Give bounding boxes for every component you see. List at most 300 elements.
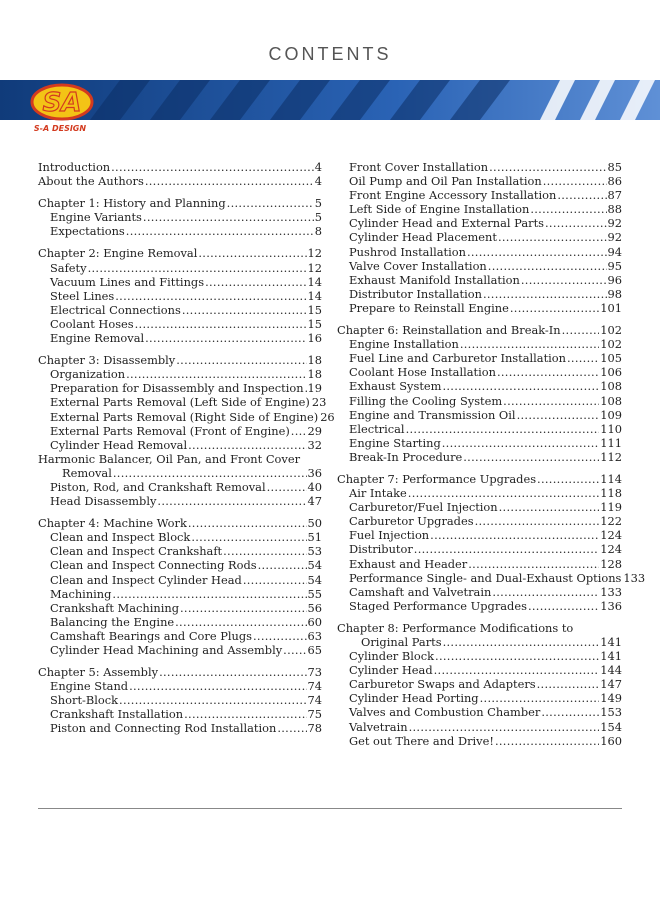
toc-entry [38, 643, 322, 657]
toc-entry-label: Vacuum Lines and Fittings [50, 274, 205, 289]
toc-page-number: 74 [307, 693, 322, 708]
toc-page-number: 55 [307, 586, 322, 601]
dot-leader [126, 224, 314, 236]
toc-entry [337, 202, 622, 216]
toc-page-number: 133 [600, 584, 622, 599]
dot-leader [267, 480, 307, 492]
toc-entry-label: Chapter 5: Assembly [38, 665, 159, 680]
toc-right-column [337, 160, 646, 748]
toc-entry [38, 210, 322, 224]
toc-entry [337, 230, 622, 244]
toc-entry [38, 367, 322, 381]
dot-leader [492, 585, 599, 597]
toc-entry [337, 649, 622, 663]
dot-leader [408, 486, 599, 498]
dot-leader [483, 287, 607, 299]
toc-entry-label: Crankshaft Installation [50, 707, 184, 722]
toc-entry [337, 301, 622, 315]
toc-entry [38, 452, 322, 466]
toc-page-number: 50 [307, 516, 322, 531]
toc-entry [38, 381, 322, 395]
toc-page-number: 65 [307, 643, 322, 657]
toc-entry-label: Break-In Procedure [349, 449, 463, 464]
toc-entry [337, 337, 622, 351]
dot-leader [291, 424, 307, 436]
dot-leader [182, 303, 307, 315]
toc-entry-label: Left Side of Engine Installation [349, 202, 530, 217]
toc-entry [337, 351, 622, 365]
toc-entry [38, 303, 322, 317]
toc-entry [38, 275, 322, 289]
toc-entry-label: Engine Variants [50, 210, 142, 225]
toc-chapter-entry [337, 323, 622, 337]
toc-entry-label: Steel Lines [50, 288, 115, 303]
toc-page-number: 15 [307, 316, 322, 331]
toc-page-number: 47 [307, 494, 322, 509]
toc-entry-label: Cylinder Head Porting [349, 691, 479, 706]
toc-entry-label: Chapter 2: Engine Removal [38, 246, 198, 261]
toc-page-number: 144 [600, 663, 622, 678]
toc-entry [38, 707, 322, 721]
toc-chapter-entry [38, 160, 322, 174]
toc-entry-label: Clean and Inspect Crankshaft [50, 544, 223, 559]
dot-leader [188, 516, 307, 528]
toc-entry-label: Front Cover Installation [349, 160, 489, 174]
toc-entry-label: Prepare to Reinstall Engine [349, 300, 509, 315]
dot-leader [489, 160, 606, 172]
toc-entry-label: External Parts Removal (Front of Engine) [50, 423, 290, 438]
toc-entry [337, 422, 622, 436]
toc-entry-label: Fuel Injection [349, 528, 430, 543]
toc-entry [38, 424, 322, 438]
dot-leader [545, 216, 607, 228]
toc-entry-label: Preparation for Disassembly and Inspection [50, 381, 304, 396]
toc-page-number: 124 [600, 542, 622, 557]
toc-page-number: 87 [607, 188, 622, 203]
toc-chapter-entry [38, 516, 322, 530]
dot-leader [434, 663, 600, 675]
toc-page-number: 36 [307, 465, 322, 480]
toc-page-number: 26 [320, 409, 335, 424]
toc-entry [38, 615, 322, 629]
toc-entry [337, 394, 622, 408]
toc-entry-label: Organization [50, 367, 126, 382]
toc-entry [337, 273, 622, 287]
toc-entry-label: Carburetor Swaps and Adapters [349, 677, 536, 692]
dot-leader [112, 587, 306, 599]
toc-entry [337, 365, 622, 379]
toc-entry-label: Machining [50, 586, 112, 601]
dot-leader [111, 160, 314, 172]
toc-entry-label: Safety [50, 260, 87, 275]
toc-entry [38, 331, 322, 345]
dot-leader [143, 210, 314, 222]
toc-page-number: 4 [314, 174, 322, 189]
toc-page-number: 119 [600, 500, 622, 515]
toc-page-number: 18 [307, 353, 322, 368]
toc-page-number: 118 [600, 486, 622, 501]
dot-leader [119, 693, 306, 705]
toc-page-number: 102 [600, 323, 622, 338]
toc-page-number: 85 [607, 160, 622, 174]
toc-chapter-entry [38, 353, 322, 367]
toc-page-number: 19 [307, 381, 322, 396]
dot-leader [414, 542, 599, 554]
toc-entry-label: Cylinder Head Removal [50, 437, 188, 452]
toc-chapter-entry [38, 246, 322, 260]
toc-entry [337, 663, 622, 677]
toc-entry-label: Oil Pump and Oil Pan Installation [349, 174, 542, 189]
toc-entry-label: Electrical Connections [50, 302, 181, 317]
toc-entry-label: Engine and Transmission Oil [349, 407, 516, 422]
toc-page-number: 160 [600, 733, 622, 748]
dot-leader [435, 649, 599, 661]
toc-entry [38, 261, 322, 275]
toc-page-number: 101 [600, 300, 622, 315]
toc-entry [38, 395, 327, 410]
toc-entry [38, 530, 322, 544]
dot-leader [223, 544, 306, 556]
dot-leader [463, 450, 599, 462]
toc-entry-label: Valves and Combustion Chamber [349, 705, 541, 720]
toc-page-number: 14 [307, 288, 322, 303]
toc-entry [337, 245, 622, 259]
dot-leader [517, 408, 600, 420]
toc-entry [337, 585, 622, 599]
svg-text:S-A DESIGN: S-A DESIGN [33, 124, 87, 133]
dot-leader [442, 379, 599, 391]
dot-leader [495, 734, 599, 746]
dot-leader [480, 691, 600, 703]
toc-entry-label: Original Parts [361, 635, 442, 649]
dot-leader [409, 720, 600, 732]
toc-entry-label: Filling the Cooling System [349, 393, 503, 408]
toc-entry-label: Distributor Installation [349, 286, 482, 301]
dot-leader [205, 275, 306, 287]
toc-entry-label: Air Intake [349, 486, 407, 501]
toc-entry [337, 486, 622, 500]
dot-leader [488, 259, 607, 271]
toc-entry [38, 679, 322, 693]
toc-entry-label: Engine Removal [50, 331, 145, 346]
toc-entry-label: Camshaft Bearings and Core Plugs [50, 628, 252, 643]
toc-entry-label: Engine Installation [349, 337, 459, 352]
toc-page-number: 108 [600, 393, 622, 408]
toc-page-number: 53 [307, 544, 322, 559]
toc-page-number: 112 [600, 449, 622, 464]
dot-leader [283, 643, 306, 655]
toc-entry-label: Exhaust Manifold Installation [349, 272, 520, 287]
dot-leader [521, 273, 607, 285]
toc-page-number: 5 [314, 210, 322, 225]
toc-entry-label: Piston and Connecting Rod Installation [50, 721, 277, 736]
toc-entry [38, 573, 322, 587]
dot-leader [180, 601, 307, 613]
dot-leader [567, 351, 599, 363]
toc-page-number: 122 [600, 514, 622, 529]
toc-entry-label: Chapter 7: Performance Upgrades [337, 471, 537, 486]
toc-entry [337, 216, 622, 230]
dot-leader [442, 436, 600, 448]
toc-page-number: 105 [600, 351, 622, 366]
toc-page-number: 29 [307, 423, 322, 438]
toc-entry [38, 224, 322, 238]
toc-entry [337, 160, 622, 174]
toc-page-number: 92 [607, 230, 622, 245]
toc-page-number: 74 [307, 679, 322, 694]
dot-leader [175, 615, 306, 627]
dot-leader [503, 394, 599, 406]
toc-entry-label: Cylinder Head Machining and Assembly [50, 643, 283, 657]
toc-entry-label: Balancing the Engine [50, 614, 175, 629]
toc-page-number: 133 [623, 570, 646, 585]
toc-entry [337, 259, 622, 273]
toc-entry-label: Pushrod Installation [349, 244, 466, 259]
toc-entry-label: Cylinder Head Placement [349, 230, 497, 245]
dot-leader [129, 679, 306, 691]
toc-entry [38, 693, 322, 707]
toc-page-number: 102 [600, 337, 622, 352]
toc-chapter-entry [38, 196, 322, 210]
dot-leader [460, 337, 599, 349]
toc-page-number: 54 [307, 572, 322, 587]
dot-leader [277, 721, 306, 733]
toc-page-number: 73 [307, 665, 322, 680]
toc-page-number: 15 [307, 302, 322, 317]
toc-entry-label: Chapter 1: History and Planning [38, 196, 226, 211]
toc-entry-label: Carburetor Upgrades [349, 514, 474, 529]
toc-page-number: 40 [307, 479, 322, 494]
toc-entry-label: Coolant Hose Installation [349, 365, 496, 380]
toc-entry-label: Chapter 4: Machine Work [38, 516, 187, 531]
dot-leader [184, 707, 306, 719]
toc-entry-label: External Parts Removal (Right Side of Engine) [50, 409, 319, 424]
toc-entry-label: Introduction [38, 160, 111, 174]
toc-entry [337, 734, 622, 748]
toc-page-number: 14 [307, 274, 322, 289]
header-banner [0, 80, 660, 136]
toc-entry [337, 599, 622, 613]
toc-entry [38, 480, 322, 494]
dot-leader [537, 677, 600, 689]
toc-page-number: 136 [600, 598, 622, 613]
toc-page-number: 147 [600, 677, 622, 692]
toc-entry-label: Valve Cover Installation [349, 258, 487, 273]
toc-entry-label: Get out There and Drive! [349, 733, 494, 748]
toc-entry [337, 677, 622, 691]
toc-page-number: 18 [307, 367, 322, 382]
toc-page-number: 16 [307, 331, 322, 346]
dot-leader [530, 202, 606, 214]
dot-leader [157, 494, 306, 506]
toc-entry [38, 629, 322, 643]
toc-entry-label: Chapter 6: Reinstallation and Break-In [337, 323, 561, 338]
toc-chapter-entry [38, 174, 322, 188]
toc-entry [38, 587, 322, 601]
toc-entry [337, 450, 622, 464]
dot-leader [467, 245, 607, 257]
toc-entry [337, 174, 622, 188]
toc-entry [337, 188, 622, 202]
toc-entry-label: Harmonic Balancer, Oil Pan, and Front Cover [38, 451, 301, 466]
toc-entry-label: Performance Single- and Dual-Exhaust Options [349, 570, 622, 585]
toc-entry [38, 409, 335, 424]
toc-entry-label: Distributor [349, 542, 413, 557]
toc-entry [38, 494, 322, 508]
dot-leader [537, 472, 599, 484]
toc-page-number: 98 [607, 286, 622, 301]
toc-entry-label: Head Disassembly [50, 494, 157, 509]
toc-page-number: 95 [607, 258, 622, 273]
toc-page-number: 56 [307, 600, 322, 615]
toc-entry [38, 721, 322, 735]
toc-entry [337, 528, 622, 542]
toc-page-number: 51 [307, 530, 322, 545]
toc-entry-label: Clean and Inspect Cylinder Head [50, 572, 242, 587]
toc-entry [337, 720, 622, 734]
dot-leader [113, 466, 307, 478]
toc-entry [337, 570, 646, 585]
dot-leader [443, 635, 600, 647]
dot-leader [198, 246, 306, 258]
toc-page-number: 106 [600, 365, 622, 380]
toc-entry [337, 408, 622, 422]
toc-page-number: 154 [600, 719, 622, 734]
toc-left-column [38, 160, 335, 736]
toc-page-number: 54 [307, 558, 322, 573]
dot-leader [499, 500, 600, 512]
toc-entry-label: Engine Stand [50, 679, 129, 694]
toc-page-number: 110 [600, 421, 622, 436]
toc-page-number: 109 [600, 407, 622, 422]
toc-entry-label: Carburetor/Fuel Injection [349, 500, 498, 515]
dot-leader [430, 528, 599, 540]
toc-entry [38, 317, 322, 331]
dot-leader [191, 530, 306, 542]
toc-entry-label: Clean and Inspect Connecting Rods [50, 558, 257, 573]
toc-page-number: 4 [314, 160, 322, 174]
toc-page-number: 94 [607, 244, 622, 259]
toc-entry [337, 287, 622, 301]
dot-leader [126, 367, 306, 379]
toc-entry-label: Short-Block [50, 693, 119, 708]
sa-design-logo [32, 85, 92, 133]
toc-entry-label: Crankshaft Machining [50, 600, 179, 615]
toc-entry [38, 601, 322, 615]
toc-page-number: 141 [600, 649, 622, 664]
footer-rule [38, 808, 622, 809]
dot-leader [176, 353, 306, 365]
toc-page-number: 114 [600, 471, 622, 486]
toc-chapter-entry [337, 621, 622, 635]
toc-entry [38, 466, 322, 480]
dot-leader [159, 665, 306, 677]
dot-leader [406, 422, 600, 434]
toc-page-number: 5 [314, 196, 322, 211]
dot-leader [497, 365, 599, 377]
dot-leader [498, 230, 607, 242]
toc-page-number: 78 [307, 721, 322, 736]
toc-entry-label: Piston, Rod, and Crankshaft Removal [50, 479, 266, 494]
toc-entry-label: Fuel Line and Carburetor Installation [349, 351, 566, 366]
toc-page-number: 108 [600, 379, 622, 394]
toc-entry-label: External Parts Removal (Left Side of Engine) [50, 395, 310, 410]
dot-leader [305, 381, 307, 393]
toc-entry-label: Cylinder Head [349, 663, 433, 678]
dot-leader [243, 573, 307, 585]
toc-entry-label: Camshaft and Valvetrain [349, 584, 492, 599]
toc-chapter-entry [38, 665, 322, 679]
toc-page-number: 12 [307, 260, 322, 275]
dot-leader [135, 317, 307, 329]
dot-leader [88, 261, 307, 273]
toc-entry-label: Exhaust and Header [349, 556, 468, 571]
toc-entry-label: Cylinder Block [349, 649, 435, 664]
toc-page-number: 63 [307, 628, 322, 643]
dot-leader [528, 599, 599, 611]
toc-page-number: 75 [307, 707, 322, 722]
toc-page-number: 128 [600, 556, 622, 571]
toc-entry-label: Chapter 8: Performance Modifications to [337, 620, 574, 635]
toc-page-number: 8 [314, 224, 322, 239]
dot-leader [145, 174, 314, 186]
toc-entry [337, 691, 622, 705]
toc-entry-label: Cylinder Head and External Parts [349, 216, 544, 231]
toc-entry [38, 438, 322, 452]
toc-page-number: 32 [307, 437, 322, 452]
dot-leader [541, 705, 599, 717]
toc-page-number: 88 [607, 202, 622, 217]
toc-entry [337, 500, 622, 514]
toc-page-number: 111 [600, 435, 622, 450]
dot-leader [475, 514, 600, 526]
toc-entry-label: Expectations [50, 224, 125, 239]
toc-page-number: 124 [600, 528, 622, 543]
dot-leader [557, 188, 606, 200]
toc-entry [337, 379, 622, 393]
toc-entry [38, 544, 322, 558]
toc-entry-label: Electrical [349, 421, 405, 436]
dot-leader [468, 557, 599, 569]
dot-leader [115, 289, 306, 301]
dot-leader [510, 301, 599, 313]
toc-page-number: 141 [600, 635, 622, 649]
toc-entry-label: Exhaust System [349, 379, 442, 394]
dot-leader [145, 331, 306, 343]
toc-entry [38, 289, 322, 303]
toc-entry-label: Engine Starting [349, 435, 441, 450]
toc-page-number: 153 [600, 705, 622, 720]
toc-entry-label: Valvetrain [349, 719, 408, 734]
toc-entry-label: Coolant Hoses [50, 316, 134, 331]
toc-entry [38, 558, 322, 572]
toc-entry [337, 514, 622, 528]
svg-text:SA: SA [42, 88, 82, 118]
toc-entry-label: Clean and Inspect Block [50, 530, 191, 545]
toc-entry-label: Staged Performance Upgrades [349, 598, 527, 613]
dot-leader [253, 629, 307, 641]
toc-page-number: 92 [607, 216, 622, 231]
toc-entry-label: Removal [62, 465, 112, 480]
toc-entry [337, 635, 622, 649]
dot-leader [543, 174, 607, 186]
toc-entry [337, 705, 622, 719]
toc-page-number: 86 [607, 174, 622, 189]
dot-leader [562, 323, 600, 335]
toc-page-number: 60 [307, 614, 322, 629]
dot-leader [227, 196, 314, 208]
toc-entry [337, 542, 622, 556]
